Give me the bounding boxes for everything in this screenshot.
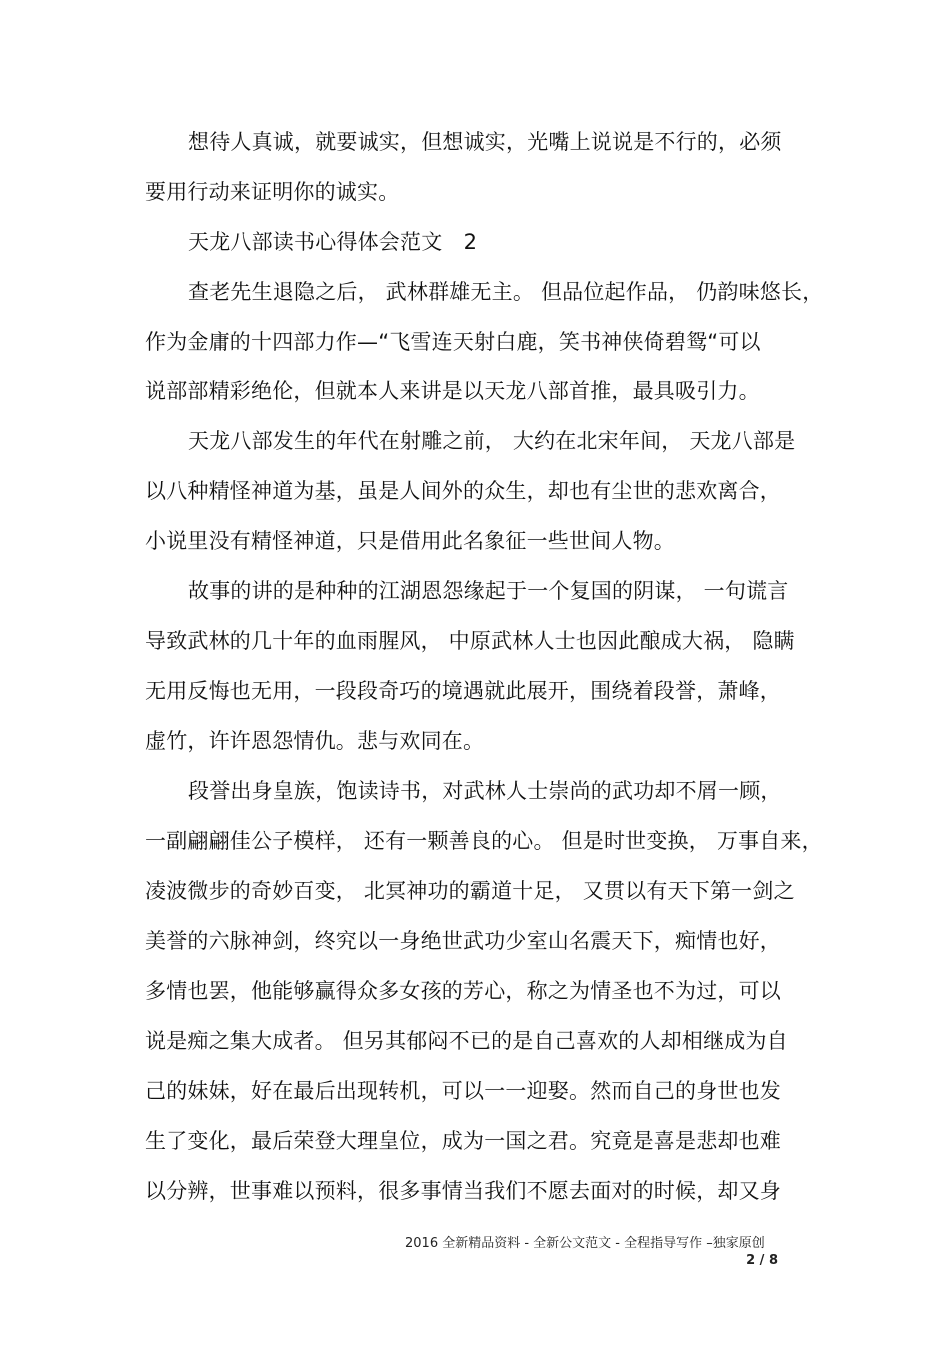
- text-line: 小说里没有精怪神道，只是借用此名象征一些世间人物。: [145, 529, 675, 553]
- text-line: 想待人真诚，就要诚实，但想诚实，光嘴上说说是不行的，必须: [188, 130, 782, 154]
- text-line: 美誉的六脉神剑，终究以一身绝世武功少室山名震天下，痴情也好，: [145, 929, 781, 953]
- text-line: 查老先生退隐之后， 武林群雄无主。 但品位起作品， 仍韵味悠长，: [188, 280, 824, 304]
- text-line: 己的妹妹，好在最后出现转机，可以一一迎娶。然而自己的身世也发: [145, 1079, 781, 1103]
- section-heading: 天龙八部读书心得体会范文 2: [188, 230, 478, 254]
- text-line: 故事的讲的是种种的江湖恩怨缘起于一个复国的阴谋， 一句谎言: [188, 579, 789, 603]
- text-line: 导致武林的几十年的血雨腥风， 中原武林人士也因此酿成大祸， 隐瞒: [145, 629, 795, 653]
- text-line: 生了变化，最后荣登大理皇位，成为一国之君。究竟是喜是悲却也难: [145, 1129, 781, 1153]
- page-number: 2 / 8: [746, 1253, 778, 1268]
- text-line: 凌波微步的奇妙百变， 北冥神功的霸道十足， 又贯以有天下第一剑之: [145, 879, 795, 903]
- text-line: 以八种精怪神道为基，虽是人间外的众生，却也有尘世的悲欢离合，: [145, 479, 781, 503]
- text-line: 说部部精彩绝伦，但就本人来讲是以天龙八部首推，最具吸引力。: [145, 379, 760, 403]
- text-line: 天龙八部发生的年代在射雕之前， 大约在北宋年间， 天龙八部是: [188, 429, 796, 453]
- text-line: 以分辨，世事难以预料，很多事情当我们不愿去面对的时候，却又身: [145, 1179, 781, 1203]
- text-line: 无用反悔也无用，一段段奇巧的境遇就此展开，围绕着段誉，萧峰，: [145, 679, 781, 703]
- text-line: 要用行动来证明你的诚实。: [145, 180, 400, 204]
- text-line: 多情也罢，他能够赢得众多女孩的芳心，称之为情圣也不为过，可以: [145, 979, 781, 1003]
- text-line: 作为金庸的十四部力作—“飞雪连天射白鹿，笑书神侠倚碧鸳“可以: [145, 330, 761, 354]
- text-line: 虚竹，许许恩怨情仇。悲与欢同在。: [145, 729, 485, 753]
- text-line: 说是痴之集大成者。 但另其郁闷不已的是自己喜欢的人却相继成为自: [145, 1029, 788, 1053]
- text-line: 段誉出身皇族，饱读诗书，对武林人士崇尚的武功却不屑一顾，: [188, 779, 782, 803]
- footer-text: 2016 全新精品资料 - 全新公文范文 - 全程指导写作 –独家原创: [405, 1236, 765, 1251]
- text-line: 一副翩翩佳公子模样， 还有一颗善良的心。 但是时世变换， 万事自来，: [145, 829, 823, 853]
